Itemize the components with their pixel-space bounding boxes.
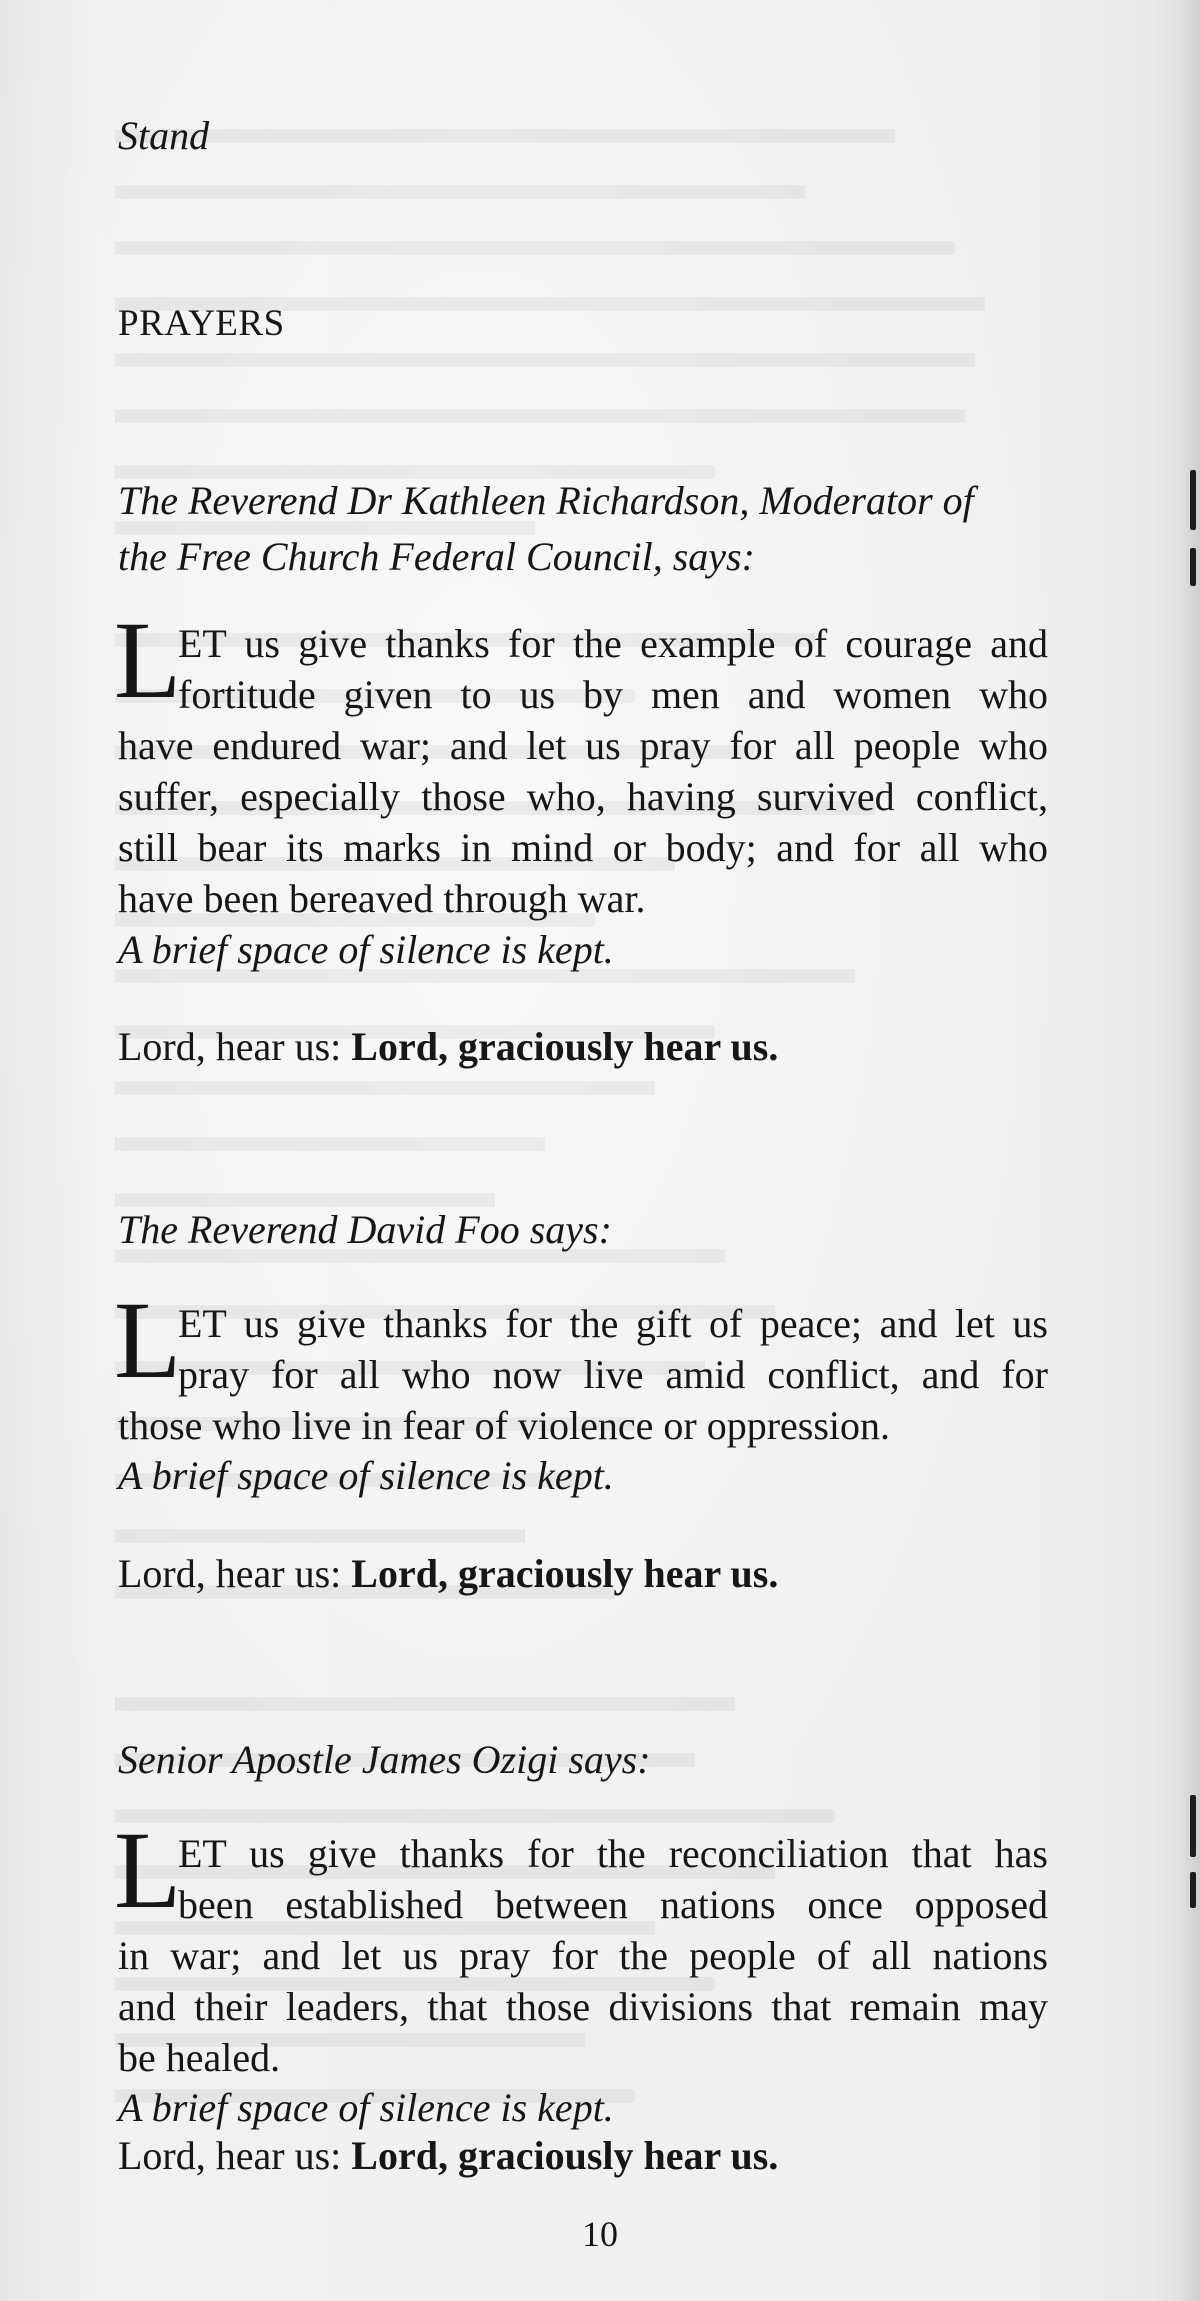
page-edge-mark — [1190, 1795, 1196, 1857]
prayer-line: have endured war; and let us pray for all people who — [118, 723, 1048, 768]
prayer-line: been established between nations once opposed — [178, 1882, 1048, 1927]
silence-rubric: A brief space of silence is kept. — [118, 1453, 614, 1498]
prayer-attribution: the Free Church Federal Council, says: — [118, 534, 755, 579]
prayer-text — [118, 1828, 1048, 2083]
prayer-line: be healed. — [118, 2035, 281, 2080]
section-title: PRAYERS — [118, 303, 285, 344]
prayer-line: and their leaders, that those divisions that remain may — [118, 1984, 1048, 2029]
prayer-line: have been bereaved through war. — [118, 876, 646, 921]
page-edge-mark — [1190, 470, 1196, 530]
prayer-attribution: Senior Apostle James Ozigi says: — [118, 1737, 651, 1782]
response-line — [118, 2132, 778, 2180]
prayer-line: still bear its marks in mind or body; and for all who — [118, 825, 1048, 870]
response-call: Lord, hear us: — [118, 2133, 342, 2178]
drop-cap: L — [114, 599, 182, 721]
prayer-line: ET us give thanks for the reconciliation that has — [178, 1831, 1048, 1876]
prayer-line: those who live in fear of violence or oppression. — [118, 1403, 891, 1448]
prayer-line: ET us give thanks for the gift of peace; and let us — [178, 1301, 1048, 1346]
response-answer: Lord, graciously hear us. — [351, 1551, 779, 1596]
silence-rubric: A brief space of silence is kept. — [118, 2085, 614, 2130]
page-number: 10 — [582, 2214, 618, 2254]
prayer-text — [118, 618, 1048, 924]
silence-rubric: A brief space of silence is kept. — [118, 927, 614, 972]
drop-cap: L — [114, 1809, 182, 1931]
page-edge-mark — [1190, 1872, 1196, 1908]
response-call: Lord, hear us: — [118, 1024, 342, 1069]
response-line — [118, 1023, 778, 1071]
prayer-line: pray for all who now live amid conflict, and for — [178, 1352, 1048, 1397]
reverse-page-show-through — [115, 105, 1035, 2121]
rubric-stand: Stand — [118, 113, 210, 158]
prayer-attribution: The Reverend Dr Kathleen Richardson, Moderator of — [118, 478, 974, 523]
response-answer: Lord, graciously hear us. — [351, 1024, 779, 1069]
prayer-text — [118, 1298, 1048, 1451]
response-answer: Lord, graciously hear us. — [351, 2133, 779, 2178]
prayer-line: fortitude given to us by men and women who — [178, 672, 1048, 717]
prayer-line: suffer, especially those who, having survived conflict, — [118, 774, 1048, 819]
prayer-line: ET us give thanks for the example of courage and — [178, 621, 1048, 666]
drop-cap: L — [114, 1279, 182, 1401]
page-edge-shadow — [1178, 0, 1200, 2301]
response-line — [118, 1550, 778, 1598]
response-call: Lord, hear us: — [118, 1551, 342, 1596]
prayer-line: in war; and let us pray for the people of all nations — [118, 1933, 1048, 1978]
prayer-attribution: The Reverend David Foo says: — [118, 1207, 612, 1252]
page-edge-mark — [1190, 548, 1196, 586]
